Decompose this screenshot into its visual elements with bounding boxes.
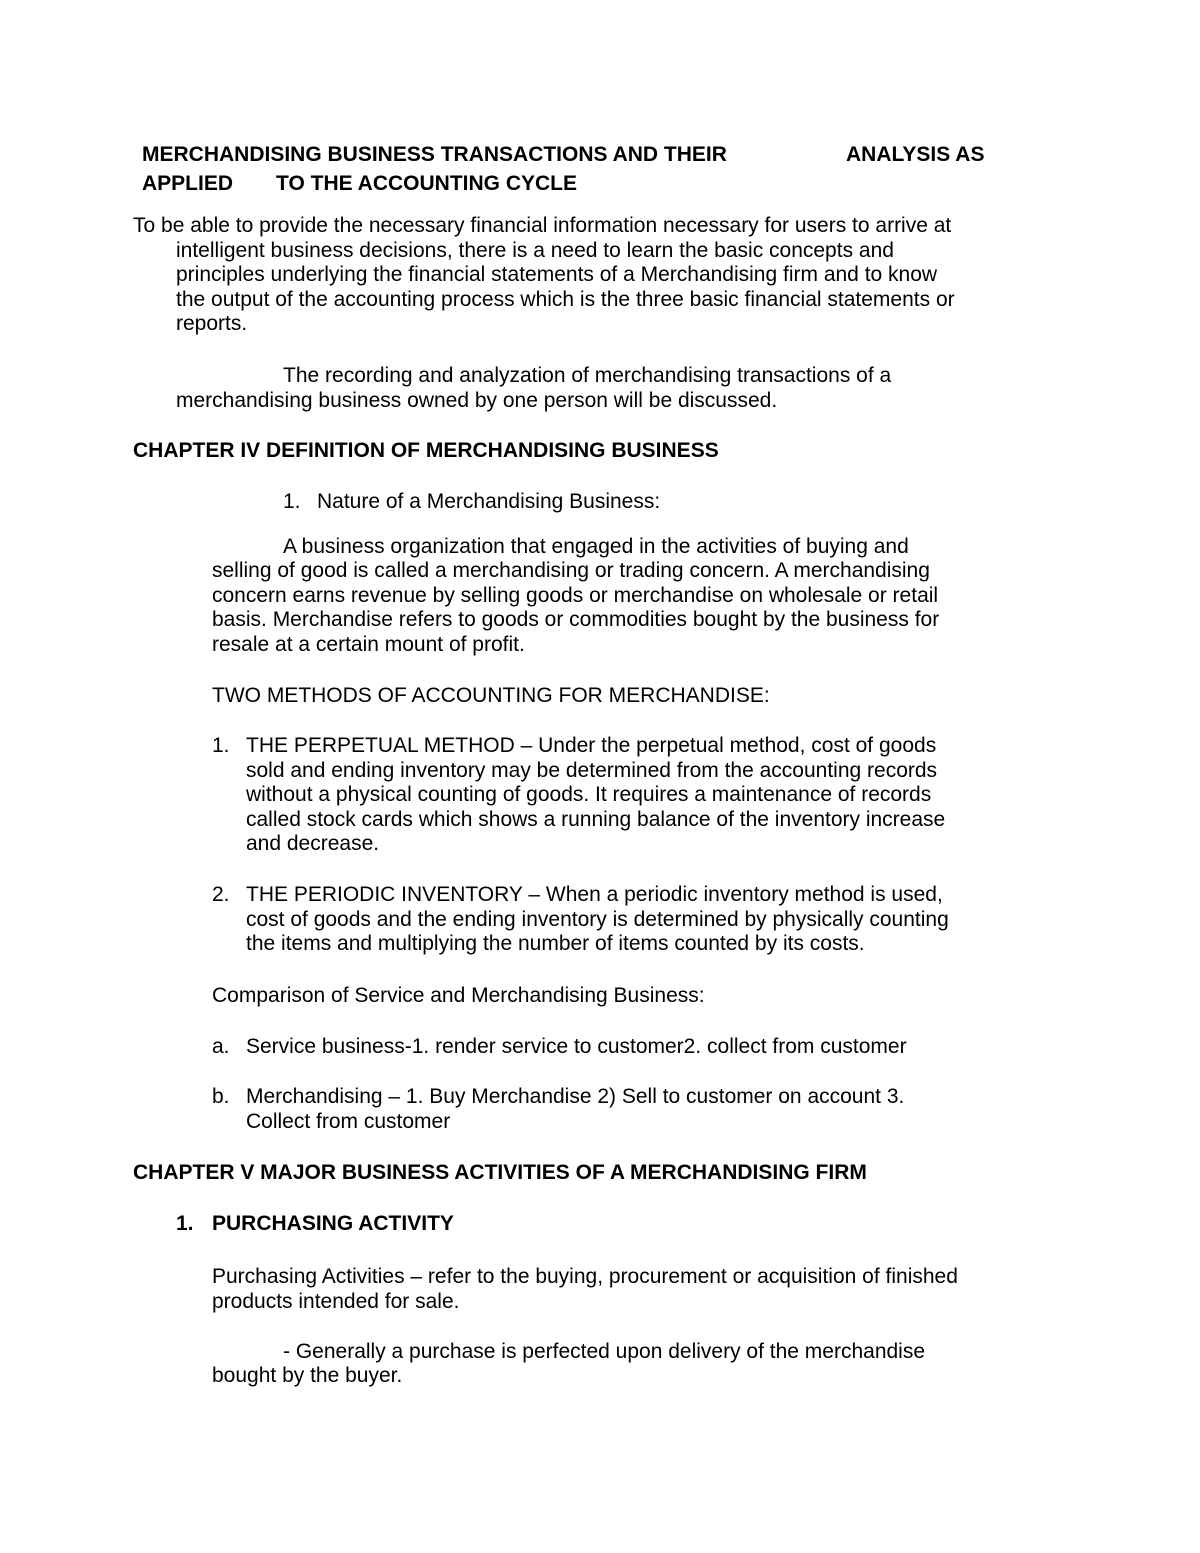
purchasing-line: products intended for sale. <box>212 1289 460 1313</box>
nature-item-number: 1. <box>283 490 301 513</box>
intro-line: To be able to provide the necessary financial information necessary for users to arrive at <box>133 214 952 237</box>
method-1-text <box>246 734 945 857</box>
comparison-line: Collect from customer <box>246 1109 451 1133</box>
intro-second-line1: The recording and analyzation of merchandising transactions of a <box>283 364 892 387</box>
nature-line: basis. Merchandise refers to goods or commodities bought by the business for <box>212 608 940 631</box>
method-line: cost of goods and the ending inventory is determined by physically counting <box>246 907 949 931</box>
purchasing-item-label: PURCHASING ACTIVITY <box>212 1212 454 1235</box>
nature-item-label: Nature of a Merchandising Business: <box>317 490 661 513</box>
method-1-number: 1. <box>212 734 230 757</box>
comparison-a-letter: a. <box>212 1035 230 1058</box>
comparison-b-text <box>246 1085 904 1134</box>
title-line1-left: MERCHANDISING BUSINESS TRANSACTIONS AND THEIR <box>142 143 727 166</box>
purchasing-item-number: 1. <box>176 1212 194 1235</box>
intro-line: the output of the accounting process which is the three basic financial statements or <box>176 287 955 311</box>
method-line: THE PERPETUAL METHOD – Under the perpetual method, cost of goods <box>246 734 937 757</box>
purchasing-line: Purchasing Activities – refer to the buying, procurement or acquisition of finished <box>212 1265 958 1288</box>
method-2-text <box>246 883 949 957</box>
intro-line: reports. <box>176 312 248 335</box>
title-line1-right: ANALYSIS AS <box>846 143 985 166</box>
method-line: the items and multiplying the number of items counted by its costs. <box>246 932 865 955</box>
title-line2-right: TO THE ACCOUNTING CYCLE <box>276 172 578 195</box>
method-line: and decrease. <box>246 832 380 855</box>
nature-line: A business organization that engaged in the activities of buying and <box>283 535 909 558</box>
method-line: THE PERIODIC INVENTORY – When a periodic inventory method is used, <box>246 883 943 906</box>
comparison-a-text: Service business-1. render service to customer2. collect from customer <box>246 1035 907 1058</box>
intro-line: principles underlying the financial statements of a Merchandising firm and to know <box>176 263 938 286</box>
nature-line: concern earns revenue by selling goods or merchandise on wholesale or retail <box>212 583 939 607</box>
method-line: sold and ending inventory may be determined from the accounting records <box>246 758 938 782</box>
generally-line2: bought by the buyer. <box>212 1364 403 1387</box>
intro-line: intelligent business decisions, there is a need to learn the basic concepts and <box>176 238 894 262</box>
methods-heading: TWO METHODS OF ACCOUNTING FOR MERCHANDISE: <box>212 684 770 707</box>
comparison-line: Merchandising – 1. Buy Merchandise 2) Sell to customer on account 3. <box>246 1085 905 1108</box>
comparison-heading: Comparison of Service and Merchandising Business: <box>212 984 705 1007</box>
intro-paragraph <box>133 214 955 337</box>
method-line: without a physical counting of goods. It requires a maintenance of records <box>246 783 932 806</box>
nature-line: selling of good is called a merchandising or trading concern. A merchandising <box>212 559 930 582</box>
method-line: called stock cards which shows a running balance of the inventory increase <box>246 807 946 831</box>
generally-line1: - Generally a purchase is perfected upon delivery of the merchandise <box>283 1340 926 1363</box>
nature-line: resale at a certain mount of profit. <box>212 632 525 656</box>
title-line2-left: APPLIED <box>142 172 234 195</box>
chapter-4-heading: CHAPTER IV DEFINITION OF MERCHANDISING BUSINESS <box>133 439 719 462</box>
method-2-number: 2. <box>212 883 230 906</box>
nature-paragraph <box>212 559 939 657</box>
chapter-5-heading: CHAPTER V MAJOR BUSINESS ACTIVITIES OF A MERCHANDISING FIRM <box>133 1161 867 1184</box>
intro-second-line2: merchandising business owned by one person will be discussed. <box>176 389 778 412</box>
comparison-b-letter: b. <box>212 1085 230 1108</box>
purchasing-paragraph <box>212 1265 958 1314</box>
